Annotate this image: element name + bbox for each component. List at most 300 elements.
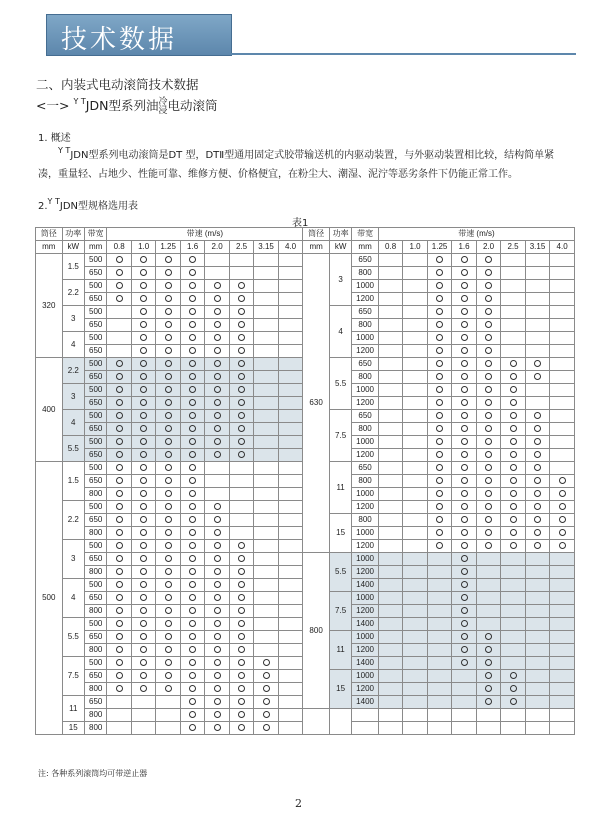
- left-speed-cell: [254, 332, 278, 345]
- available-mark-icon: [165, 490, 172, 497]
- right-speed-cell: [525, 293, 549, 306]
- table-note: 注: 各种系列滚筒均可带逆止器: [38, 769, 148, 778]
- left-speed-cell: [254, 254, 278, 267]
- left-speed-cell: [107, 540, 131, 553]
- right-speed-cell: [452, 319, 476, 332]
- left-speed-cell: [205, 293, 229, 306]
- right-speed-cell: [452, 384, 476, 397]
- available-mark-icon: [510, 451, 517, 458]
- available-mark-icon: [510, 412, 517, 419]
- available-mark-icon: [189, 516, 196, 523]
- subheading-bracket: <一>: [36, 98, 70, 113]
- left-speed-cell: [229, 488, 253, 501]
- left-speed-cell: [131, 722, 155, 735]
- right-speed-cell: [550, 371, 575, 384]
- available-mark-icon: [238, 581, 245, 588]
- right-speed-cell: [550, 449, 575, 462]
- left-speed-cell: [254, 540, 278, 553]
- available-mark-icon: [140, 321, 147, 328]
- right-speed-cell: [550, 644, 575, 657]
- right-power-cell: 15: [329, 670, 351, 709]
- right-speed-cell: [476, 605, 500, 618]
- right-speed-cell: [550, 592, 575, 605]
- available-mark-icon: [238, 607, 245, 614]
- right-speed-cell: [501, 709, 525, 722]
- left-speed-cell: [156, 618, 180, 631]
- right-speed-cell: [550, 579, 575, 592]
- available-mark-icon: [214, 334, 221, 341]
- left-width-cell: 800: [84, 644, 106, 657]
- left-speed-cell: [131, 436, 155, 449]
- left-diameter-cell: 320: [36, 254, 63, 358]
- available-mark-icon: [140, 269, 147, 276]
- left-speed-cell: [254, 280, 278, 293]
- available-mark-icon: [436, 425, 443, 432]
- right-width-cell: 1000: [352, 670, 379, 683]
- right-speed-cell: [427, 423, 451, 436]
- left-speed-cell: [156, 644, 180, 657]
- right-power-cell: 4: [329, 306, 351, 358]
- available-mark-icon: [461, 256, 468, 263]
- available-mark-icon: [510, 529, 517, 536]
- available-mark-icon: [436, 347, 443, 354]
- left-speed-cell: [254, 345, 278, 358]
- right-width-cell: 1200: [352, 397, 379, 410]
- right-speed-cell: [378, 540, 402, 553]
- available-mark-icon: [436, 295, 443, 302]
- right-speed-cell: [403, 501, 427, 514]
- left-width-cell: 500: [84, 384, 106, 397]
- left-speed-cell: [156, 475, 180, 488]
- right-width-cell: 1000: [352, 332, 379, 345]
- page-number: 2: [295, 797, 302, 810]
- left-speed-cell: [254, 670, 278, 683]
- available-mark-icon: [140, 633, 147, 640]
- left-speed-cell: [278, 332, 303, 345]
- left-speed-cell: [107, 501, 131, 514]
- available-mark-icon: [116, 542, 123, 549]
- left-speed-cell: [254, 358, 278, 371]
- right-speed-cell: [427, 436, 451, 449]
- available-mark-icon: [140, 581, 147, 588]
- left-speed-cell: [278, 384, 303, 397]
- right-speed-cell: [452, 696, 476, 709]
- right-speed-cell: [378, 254, 402, 267]
- available-mark-icon: [214, 620, 221, 627]
- right-speed-cell: [427, 657, 451, 670]
- left-speed-cell: [107, 306, 131, 319]
- available-mark-icon: [485, 308, 492, 315]
- available-mark-icon: [214, 724, 221, 731]
- right-speed-cell: [427, 306, 451, 319]
- available-mark-icon: [263, 659, 270, 666]
- right-speed-cell: [550, 384, 575, 397]
- left-speed-cell: [278, 345, 303, 358]
- right-speed-cell: [550, 345, 575, 358]
- left-speed-cell: [131, 696, 155, 709]
- left-speed-cell: [156, 657, 180, 670]
- left-width-cell: 500: [84, 540, 106, 553]
- right-speed-cell: [550, 540, 575, 553]
- left-width-cell: 650: [84, 267, 106, 280]
- selection-model-sup: Y T: [47, 197, 60, 206]
- right-speed-cell: [550, 631, 575, 644]
- available-mark-icon: [461, 568, 468, 575]
- available-mark-icon: [116, 646, 123, 653]
- left-speed-cell: [278, 696, 303, 709]
- left-speed-cell: [278, 306, 303, 319]
- available-mark-icon: [559, 490, 566, 497]
- left-width-cell: 500: [84, 254, 106, 267]
- right-diameter-cell: 630: [303, 254, 330, 553]
- table-row: [36, 709, 575, 722]
- available-mark-icon: [165, 594, 172, 601]
- left-speed-cell: [131, 618, 155, 631]
- right-speed-cell: [427, 592, 451, 605]
- right-power-cell: 5.5: [329, 358, 351, 410]
- left-speed-cell: [131, 319, 155, 332]
- right-speed-cell: [525, 696, 549, 709]
- available-mark-icon: [436, 360, 443, 367]
- right-width-cell: 800: [352, 371, 379, 384]
- right-speed-cell: [525, 423, 549, 436]
- right-speed-cell: [501, 488, 525, 501]
- available-mark-icon: [485, 516, 492, 523]
- left-speed-cell: [180, 670, 204, 683]
- left-speed-cell: [205, 696, 229, 709]
- available-mark-icon: [214, 607, 221, 614]
- available-mark-icon: [165, 438, 172, 445]
- left-speed-cell: [156, 579, 180, 592]
- left-width-cell: 650: [84, 371, 106, 384]
- right-speed-cell: [501, 618, 525, 631]
- available-mark-icon: [263, 672, 270, 679]
- right-speed-cell: [452, 579, 476, 592]
- left-speed-cell: [254, 722, 278, 735]
- available-mark-icon: [189, 321, 196, 328]
- left-speed-cell: [156, 254, 180, 267]
- left-speed-cell: [180, 631, 204, 644]
- right-speed-cell: [501, 267, 525, 280]
- right-speed-cell: [501, 696, 525, 709]
- available-mark-icon: [485, 685, 492, 692]
- available-mark-icon: [140, 451, 147, 458]
- available-mark-icon: [485, 698, 492, 705]
- right-speed-cell: [452, 345, 476, 358]
- right-power-cell: 11: [329, 462, 351, 514]
- right-width-cell: 650: [352, 410, 379, 423]
- left-speed-cell: [229, 553, 253, 566]
- left-speed-cell: [156, 605, 180, 618]
- available-mark-icon: [140, 334, 147, 341]
- available-mark-icon: [140, 256, 147, 263]
- right-speed-cell: [452, 475, 476, 488]
- available-mark-icon: [165, 646, 172, 653]
- right-speed-cell: [427, 449, 451, 462]
- available-mark-icon: [461, 386, 468, 393]
- available-mark-icon: [534, 438, 541, 445]
- right-width-cell: 1000: [352, 488, 379, 501]
- left-speed-cell: [180, 436, 204, 449]
- left-power-cell: 2.2: [62, 501, 84, 540]
- available-mark-icon: [116, 464, 123, 471]
- available-mark-icon: [140, 386, 147, 393]
- right-speed-cell: [403, 605, 427, 618]
- right-speed-cell: [452, 306, 476, 319]
- available-mark-icon: [189, 581, 196, 588]
- available-mark-icon: [189, 724, 196, 731]
- right-speed-cell: [452, 371, 476, 384]
- available-mark-icon: [189, 542, 196, 549]
- right-speed-cell: [525, 371, 549, 384]
- left-width-cell: 500: [84, 280, 106, 293]
- right-speed-cell: [427, 501, 451, 514]
- available-mark-icon: [214, 438, 221, 445]
- right-speed-cell: [550, 696, 575, 709]
- right-speed-cell: [378, 462, 402, 475]
- left-speed-cell: [254, 566, 278, 579]
- left-speed-cell: [131, 566, 155, 579]
- left-speed-cell: [156, 553, 180, 566]
- left-speed-cell: [156, 696, 180, 709]
- available-mark-icon: [485, 373, 492, 380]
- available-mark-icon: [165, 451, 172, 458]
- right-speed-cell: [476, 332, 500, 345]
- left-speed-cell: [107, 644, 131, 657]
- left-speed-cell: [254, 579, 278, 592]
- right-speed-cell: [525, 449, 549, 462]
- left-width-cell: 800: [84, 488, 106, 501]
- right-speed-cell: [378, 332, 402, 345]
- right-width-cell: 1000: [352, 280, 379, 293]
- left-speed-cell: [131, 384, 155, 397]
- left-speed-cell: [278, 501, 303, 514]
- available-mark-icon: [214, 347, 221, 354]
- left-speed-cell: [254, 657, 278, 670]
- available-mark-icon: [461, 360, 468, 367]
- right-speed-cell: [550, 553, 575, 566]
- available-mark-icon: [559, 516, 566, 523]
- left-power-cell: 2.2: [62, 280, 84, 306]
- right-speed-cell: [501, 384, 525, 397]
- available-mark-icon: [189, 412, 196, 419]
- right-speed-cell: [476, 280, 500, 293]
- left-speed-cell: [205, 527, 229, 540]
- left-speed-cell: [156, 410, 180, 423]
- left-speed-cell: [254, 384, 278, 397]
- right-speed-cell: [452, 540, 476, 553]
- available-mark-icon: [116, 620, 123, 627]
- left-speed-cell: [229, 358, 253, 371]
- table-row: [36, 553, 575, 566]
- section-heading: 二、内装式电动滚筒技术数据: [36, 77, 199, 92]
- available-mark-icon: [189, 347, 196, 354]
- available-mark-icon: [116, 529, 123, 536]
- available-mark-icon: [485, 529, 492, 536]
- available-mark-icon: [263, 685, 270, 692]
- available-mark-icon: [534, 490, 541, 497]
- left-speed-cell: [205, 254, 229, 267]
- left-speed-cell: [156, 683, 180, 696]
- available-mark-icon: [436, 282, 443, 289]
- left-speed-cell: [278, 566, 303, 579]
- left-speed-cell: [156, 332, 180, 345]
- available-mark-icon: [214, 594, 221, 601]
- left-power-cell: 11: [62, 696, 84, 722]
- right-speed-cell: [476, 267, 500, 280]
- available-mark-icon: [238, 438, 245, 445]
- available-mark-icon: [116, 412, 123, 419]
- left-speed-cell: [180, 449, 204, 462]
- available-mark-icon: [485, 399, 492, 406]
- available-mark-icon: [485, 646, 492, 653]
- left-width-cell: 650: [84, 631, 106, 644]
- left-speed-cell: [254, 488, 278, 501]
- available-mark-icon: [534, 464, 541, 471]
- left-speed-cell: [107, 527, 131, 540]
- right-speed-cell: [378, 514, 402, 527]
- available-mark-icon: [140, 620, 147, 627]
- right-width-cell: 1200: [352, 683, 379, 696]
- available-mark-icon: [461, 490, 468, 497]
- available-mark-icon: [165, 568, 172, 575]
- available-mark-icon: [510, 698, 517, 705]
- available-mark-icon: [165, 633, 172, 640]
- available-mark-icon: [485, 334, 492, 341]
- right-speed-cell: [378, 293, 402, 306]
- available-mark-icon: [485, 672, 492, 679]
- left-width-cell: 650: [84, 514, 106, 527]
- right-speed-cell: [378, 709, 402, 722]
- available-mark-icon: [436, 334, 443, 341]
- right-speed-cell: [525, 722, 549, 735]
- available-mark-icon: [534, 503, 541, 510]
- left-speed-cell: [254, 397, 278, 410]
- right-speed-cell: [378, 553, 402, 566]
- left-speed-cell: [229, 267, 253, 280]
- left-speed-cell: [180, 384, 204, 397]
- left-speed-cell: [278, 449, 303, 462]
- left-speed-cell: [229, 722, 253, 735]
- header-power-unit: kW: [329, 241, 351, 254]
- available-mark-icon: [559, 542, 566, 549]
- left-speed-cell: [205, 410, 229, 423]
- right-speed-cell: [476, 722, 500, 735]
- header-speed: 带速 (m/s): [378, 228, 574, 241]
- available-mark-icon: [189, 620, 196, 627]
- left-power-cell: 3: [62, 540, 84, 579]
- available-mark-icon: [461, 477, 468, 484]
- available-mark-icon: [534, 360, 541, 367]
- left-speed-cell: [156, 345, 180, 358]
- right-speed-cell: [525, 462, 549, 475]
- available-mark-icon: [238, 620, 245, 627]
- left-speed-cell: [107, 462, 131, 475]
- available-mark-icon: [116, 685, 123, 692]
- left-speed-cell: [205, 449, 229, 462]
- right-speed-cell: [403, 345, 427, 358]
- available-mark-icon: [165, 659, 172, 666]
- available-mark-icon: [189, 607, 196, 614]
- available-mark-icon: [461, 542, 468, 549]
- right-speed-cell: [476, 683, 500, 696]
- left-speed-cell: [229, 384, 253, 397]
- available-mark-icon: [436, 503, 443, 510]
- right-speed-cell: [378, 423, 402, 436]
- left-width-cell: 800: [84, 709, 106, 722]
- right-speed-cell: [452, 488, 476, 501]
- available-mark-icon: [165, 321, 172, 328]
- left-speed-cell: [131, 423, 155, 436]
- left-speed-cell: [131, 579, 155, 592]
- available-mark-icon: [534, 451, 541, 458]
- left-width-cell: 500: [84, 657, 106, 670]
- right-power-cell: 15: [329, 514, 351, 553]
- header-speed-value: 1.6: [180, 241, 204, 254]
- right-speed-cell: [427, 618, 451, 631]
- header-speed-value: 3.15: [254, 241, 278, 254]
- right-width-cell: 1200: [352, 501, 379, 514]
- available-mark-icon: [461, 646, 468, 653]
- right-width-cell: 800: [352, 267, 379, 280]
- right-speed-cell: [452, 631, 476, 644]
- header-power: 功率: [329, 228, 351, 241]
- left-width-cell: 650: [84, 397, 106, 410]
- available-mark-icon: [461, 581, 468, 588]
- available-mark-icon: [238, 282, 245, 289]
- available-mark-icon: [461, 594, 468, 601]
- available-mark-icon: [189, 399, 196, 406]
- available-mark-icon: [510, 438, 517, 445]
- left-speed-cell: [229, 631, 253, 644]
- right-power-cell: 5.5: [329, 553, 351, 592]
- left-speed-cell: [107, 384, 131, 397]
- available-mark-icon: [116, 425, 123, 432]
- left-speed-cell: [205, 475, 229, 488]
- available-mark-icon: [165, 425, 172, 432]
- right-speed-cell: [452, 332, 476, 345]
- right-speed-cell: [501, 670, 525, 683]
- right-speed-cell: [452, 293, 476, 306]
- available-mark-icon: [140, 503, 147, 510]
- right-width-cell: 800: [352, 319, 379, 332]
- available-mark-icon: [238, 594, 245, 601]
- left-speed-cell: [131, 397, 155, 410]
- right-speed-cell: [378, 280, 402, 293]
- left-speed-cell: [229, 410, 253, 423]
- available-mark-icon: [116, 438, 123, 445]
- right-speed-cell: [452, 397, 476, 410]
- left-speed-cell: [205, 501, 229, 514]
- left-speed-cell: [107, 670, 131, 683]
- available-mark-icon: [214, 542, 221, 549]
- left-speed-cell: [205, 280, 229, 293]
- left-speed-cell: [278, 553, 303, 566]
- available-mark-icon: [189, 646, 196, 653]
- right-speed-cell: [427, 384, 451, 397]
- available-mark-icon: [238, 711, 245, 718]
- right-speed-cell: [427, 722, 451, 735]
- available-mark-icon: [238, 425, 245, 432]
- available-mark-icon: [140, 347, 147, 354]
- right-speed-cell: [427, 553, 451, 566]
- left-speed-cell: [278, 371, 303, 384]
- left-speed-cell: [278, 605, 303, 618]
- right-speed-cell: [403, 462, 427, 475]
- right-speed-cell: [525, 397, 549, 410]
- right-speed-cell: [403, 553, 427, 566]
- left-power-cell: 1.5: [62, 462, 84, 501]
